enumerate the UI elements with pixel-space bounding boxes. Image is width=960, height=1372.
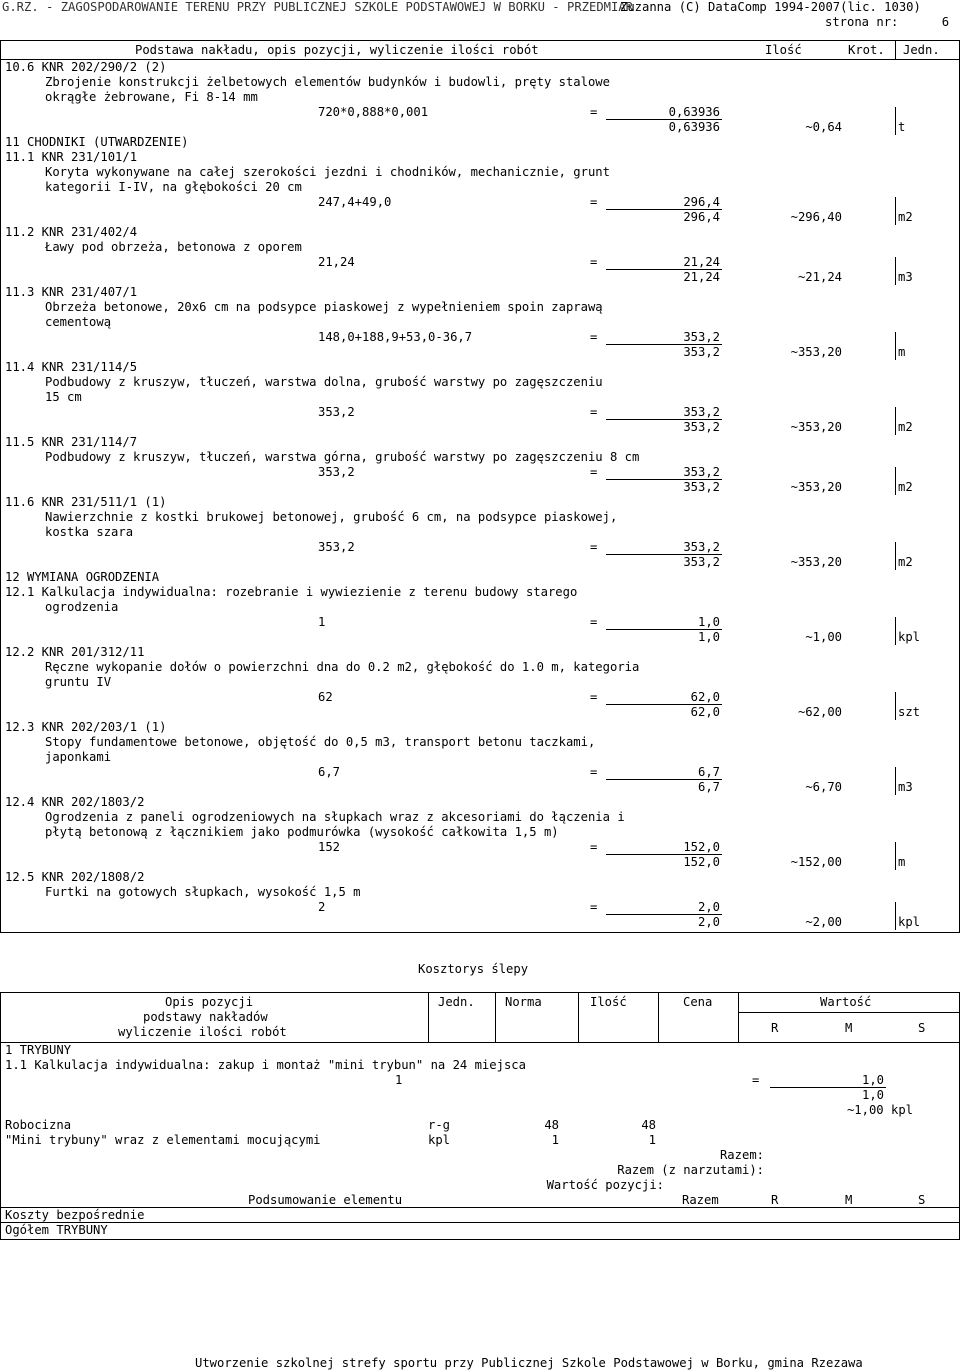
calc-expression: 62 <box>318 690 333 704</box>
row-text: Nawierzchnie z kostki brukowej betonowej, grubość 6 cm, na podsypce piaskowej, <box>45 510 618 524</box>
row-text: 12.2 KNR 201/312/11 <box>5 645 145 659</box>
unit-column-line <box>895 767 896 795</box>
unit-column-line <box>895 407 896 435</box>
document-title: G.RZ. - ZAGOSPODAROWANIE TERENU PRZY PUBLICZNEJ SZKOLE PODSTAWOWEJ W BORKU - PRZEDMIAR <box>2 0 634 14</box>
calc-equals: = <box>590 615 598 629</box>
calc-equals: = <box>590 105 598 119</box>
h-opis-3: wyliczenie ilości robót <box>118 1025 287 1039</box>
row-text: płytą betonową z łącznikiem jako podmurówka (wysokość całkowita 1,5 m) <box>45 825 559 839</box>
podsum-r: R <box>771 1193 779 1207</box>
calc-value: 1,0 <box>697 615 720 629</box>
item-calc-expr: 1 <box>395 1073 403 1087</box>
krotnosc-value: ~21,24 <box>797 270 842 284</box>
unit-value: m2 <box>898 420 913 434</box>
krotnosc-value: ~353,20 <box>790 345 842 359</box>
row-text: 11.5 KNR 231/114/7 <box>5 435 138 449</box>
calc-equals: = <box>590 900 598 914</box>
unit-value: kpl <box>898 915 921 929</box>
calc-expression: 1 <box>318 615 326 629</box>
unit-column-line <box>895 332 896 360</box>
row-text: Furtki na gotowych słupkach, wysokość 1,5 m <box>45 885 361 899</box>
col-header-qty: Ilość <box>765 43 802 57</box>
calc-value: 6,7 <box>697 765 720 779</box>
row-text: japonkami <box>45 750 112 764</box>
calc-equals: = <box>590 255 598 269</box>
row-text: 15 cm <box>45 390 82 404</box>
calc-value: 62,0 <box>690 690 720 704</box>
krotnosc-value: ~0,64 <box>805 120 842 134</box>
quantity-value: 62,0 <box>690 705 720 719</box>
kosztorys-title: Kosztorys ślepy <box>418 962 529 976</box>
wartosc-pozycji-label: Wartość pozycji: <box>546 1178 664 1192</box>
item-sum-value: 1,0 <box>861 1088 884 1102</box>
unit-column-line <box>895 542 896 570</box>
row-text: 11.3 KNR 231/407/1 <box>5 285 138 299</box>
podsum-m: M <box>845 1193 853 1207</box>
koszty-bezposrednie: Koszty bezpośrednie <box>5 1208 145 1222</box>
page-number <box>825 15 949 30</box>
krotnosc-value: ~62,00 <box>797 705 842 719</box>
calc-equals: = <box>590 195 598 209</box>
quantity-value: 6,7 <box>697 780 720 794</box>
row-text: 11.4 KNR 231/114/5 <box>5 360 138 374</box>
quantity-value: 2,0 <box>697 915 720 929</box>
quantity-value: 353,2 <box>683 420 720 434</box>
calc-expression: 2 <box>318 900 326 914</box>
row-text: kategorii I-IV, na głębokości 20 cm <box>45 180 302 194</box>
calc-equals: = <box>590 765 598 779</box>
row-text: Ręczne wykopanie dołów o powierzchni dna do 0.2 m2, głębokość do 1.0 m, kategoria <box>45 660 640 674</box>
calc-equals: = <box>590 330 598 344</box>
krotnosc-value: ~353,20 <box>790 555 842 569</box>
row-text: 12 WYMIANA OGRODZENIA <box>5 570 160 584</box>
podsum-razem: Razem <box>682 1193 719 1207</box>
calc-value: 2,0 <box>697 900 720 914</box>
row-text: 12.5 KNR 202/1808/2 <box>5 870 145 884</box>
unit-value: t <box>898 120 906 134</box>
calc-expression: 353,2 <box>318 540 355 554</box>
quantity-value: 296,4 <box>683 210 720 224</box>
software-credit: Zuzanna (C) DataComp 1994-2007(lic. 1030) <box>620 0 921 14</box>
calc-expression: 720*0,888*0,001 <box>318 105 429 119</box>
calc-expression: 6,7 <box>318 765 341 779</box>
row-text: gruntu IV <box>45 675 112 689</box>
footer-project: Utworzenie szkolnej strefy sportu przy Publicznej Szkole Podstawowej w Borku, gmina Rzezawa <box>195 1356 863 1370</box>
unit-value: m2 <box>898 555 913 569</box>
row-text: kostka szara <box>45 525 134 539</box>
h-jedn: Jedn. <box>438 995 475 1009</box>
r2-name: "Mini trybuny" wraz z elementami mocującymi <box>5 1133 321 1147</box>
krotnosc-value: ~353,20 <box>790 480 842 494</box>
row-text: 12.4 KNR 202/1803/2 <box>5 795 145 809</box>
r2-unit: kpl <box>428 1133 451 1147</box>
unit-value: m2 <box>898 480 913 494</box>
h-norma: Norma <box>505 995 542 1009</box>
h-ilosc: Ilość <box>590 995 627 1009</box>
calc-value: 353,2 <box>683 540 720 554</box>
calc-value: 0,63936 <box>668 105 720 119</box>
row-text: Zbrojenie konstrukcji żelbetowych elementów budynków i budowli, pręty stalowe <box>45 75 610 89</box>
item-calc-eq: = <box>752 1073 760 1087</box>
row-text: 11.1 KNR 231/101/1 <box>5 150 138 164</box>
h-r: R <box>771 1021 779 1035</box>
krotnosc-value: ~6,70 <box>805 780 842 794</box>
item-calc-value: 1,0 <box>861 1073 884 1087</box>
h-wartosc: Wartość <box>820 995 872 1009</box>
krotnosc-value: ~353,20 <box>790 420 842 434</box>
row-text: okrągłe żebrowane, Fi 8-14 mm <box>45 90 258 104</box>
unit-value: m2 <box>898 210 913 224</box>
r1-norma: 48 <box>544 1118 559 1132</box>
h-m: M <box>845 1021 853 1035</box>
calc-value: 152,0 <box>683 840 720 854</box>
calc-value: 353,2 <box>683 405 720 419</box>
calc-equals: = <box>590 465 598 479</box>
kosztorys-col-wartosc <box>738 992 739 1042</box>
col-header-unit: Jedn. <box>903 43 940 57</box>
unit-column-line <box>895 902 896 930</box>
row-text: 12.1 Kalkulacja indywidualna: rozebranie i wywiezienie z terenu budowy starego <box>5 585 578 599</box>
row-text: Stopy fundamentowe betonowe, objętość do 0,5 m3, transport betonu taczkami, <box>45 735 596 749</box>
krotnosc-value: ~1,00 <box>805 630 842 644</box>
page-label: strona nr: <box>825 15 899 29</box>
calc-value: 353,2 <box>683 465 720 479</box>
calc-value: 21,24 <box>683 255 720 269</box>
kosztorys-col-ilosc <box>578 992 579 1042</box>
razem-label: Razem: <box>719 1148 764 1162</box>
krotnosc-value: ~296,40 <box>790 210 842 224</box>
calc-equals: = <box>590 405 598 419</box>
page-number-value: 6 <box>941 15 950 29</box>
row-text: Podbudowy z kruszyw, tłuczeń, warstwa dolna, grubość warstwy po zagęszczeniu <box>45 375 603 389</box>
krotnosc-value: ~2,00 <box>805 915 842 929</box>
r2-ilosc: 1 <box>648 1133 656 1147</box>
unit-column-line <box>895 842 896 870</box>
unit-column-line <box>895 467 896 495</box>
kosztorys-col-jedn <box>428 992 429 1042</box>
row-text: Obrzeża betonowe, 20x6 cm na podsypce piaskowej z wypełnieniem spoin zaprawą <box>45 300 603 314</box>
unit-column-line <box>895 197 896 225</box>
col-header-desc: Podstawa nakładu, opis pozycji, wyliczenie ilości robót <box>135 43 539 57</box>
calc-value: 353,2 <box>683 330 720 344</box>
unit-value: m <box>898 345 906 359</box>
kosztorys-col-cena <box>658 992 659 1042</box>
row-text: 11 CHODNIKI (UTWARDZENIE) <box>5 135 189 149</box>
r1-unit: r-g <box>428 1118 451 1132</box>
row-text: 11.6 KNR 231/511/1 (1) <box>5 495 167 509</box>
col-divider-unit <box>895 40 896 59</box>
quantity-value: 1,0 <box>697 630 720 644</box>
quantity-value: 152,0 <box>683 855 720 869</box>
r1-name: Robocizna <box>5 1118 72 1132</box>
kosztorys-value-subdivider <box>738 1012 960 1013</box>
h-cena: Cena <box>683 995 713 1009</box>
r2-norma: 1 <box>551 1133 559 1147</box>
quantity-value: 21,24 <box>683 270 720 284</box>
unit-column-line <box>895 257 896 285</box>
item-description: 1.1 Kalkulacja indywidualna: zakup i montaż "mini trybun" na 24 miejsca <box>5 1058 526 1072</box>
quantity-value: 353,2 <box>683 480 720 494</box>
unit-column-line <box>895 107 896 135</box>
unit-column-line <box>895 617 896 645</box>
krotnosc-value: ~152,00 <box>790 855 842 869</box>
row-text: ogrodzenia <box>45 600 119 614</box>
row-text: Koryta wykonywane na całej szerokości jezdni i chodników, mechanicznie, grunt <box>45 165 610 179</box>
unit-value: m3 <box>898 270 913 284</box>
row-text: Podbudowy z kruszyw, tłuczeń, warstwa górna, grubość warstwy po zagęszczeniu 8 cm <box>45 450 640 464</box>
calc-value: 296,4 <box>683 195 720 209</box>
calc-equals: = <box>590 840 598 854</box>
kosztorys-col-norma <box>495 992 496 1042</box>
calc-expression: 148,0+188,9+53,0-36,7 <box>318 330 473 344</box>
calc-equals: = <box>590 540 598 554</box>
calc-expression: 247,4+49,0 <box>318 195 392 209</box>
calc-expression: 353,2 <box>318 405 355 419</box>
calc-equals: = <box>590 690 598 704</box>
calc-expression: 152 <box>318 840 341 854</box>
ogolem-trybuny: Ogółem TRYBUNY <box>5 1223 108 1237</box>
col-header-krot: Krot. <box>848 43 885 57</box>
unit-value: szt <box>898 705 921 719</box>
podsumowanie-label: Podsumowanie elementu <box>248 1193 403 1207</box>
row-text: 12.3 KNR 202/203/1 (1) <box>5 720 167 734</box>
quantity-value: 353,2 <box>683 345 720 359</box>
row-text: Ogrodzenia z paneli ogrodzeniowych na słupkach wraz z akcesoriami do łączenia i <box>45 810 625 824</box>
row-text: 11.2 KNR 231/402/4 <box>5 225 138 239</box>
unit-value: kpl <box>898 630 921 644</box>
section-title: 1 TRYBUNY <box>5 1043 72 1057</box>
kosztorys-header-divider <box>0 1042 960 1043</box>
unit-value: m <box>898 855 906 869</box>
quantity-value: 353,2 <box>683 555 720 569</box>
h-opis-2: podstawy nakładów <box>143 1010 268 1024</box>
calc-expression: 21,24 <box>318 255 355 269</box>
r1-ilosc: 48 <box>641 1118 656 1132</box>
quantity-value: 0,63936 <box>668 120 720 134</box>
h-s: S <box>918 1021 926 1035</box>
row-text: 10.6 KNR 202/290/2 (2) <box>5 60 167 74</box>
podsum-s: S <box>918 1193 926 1207</box>
h-opis-1: Opis pozycji <box>165 995 254 1009</box>
unit-value: m3 <box>898 780 913 794</box>
razem-narzuty-label: Razem (z narzutami): <box>617 1163 764 1177</box>
unit-column-line <box>895 692 896 720</box>
row-text: cementową <box>45 315 112 329</box>
calc-expression: 353,2 <box>318 465 355 479</box>
row-text: Ławy pod obrzeża, betonowa z oporem <box>45 240 302 254</box>
item-sum-krot: ~1,00 kpl <box>846 1103 913 1117</box>
